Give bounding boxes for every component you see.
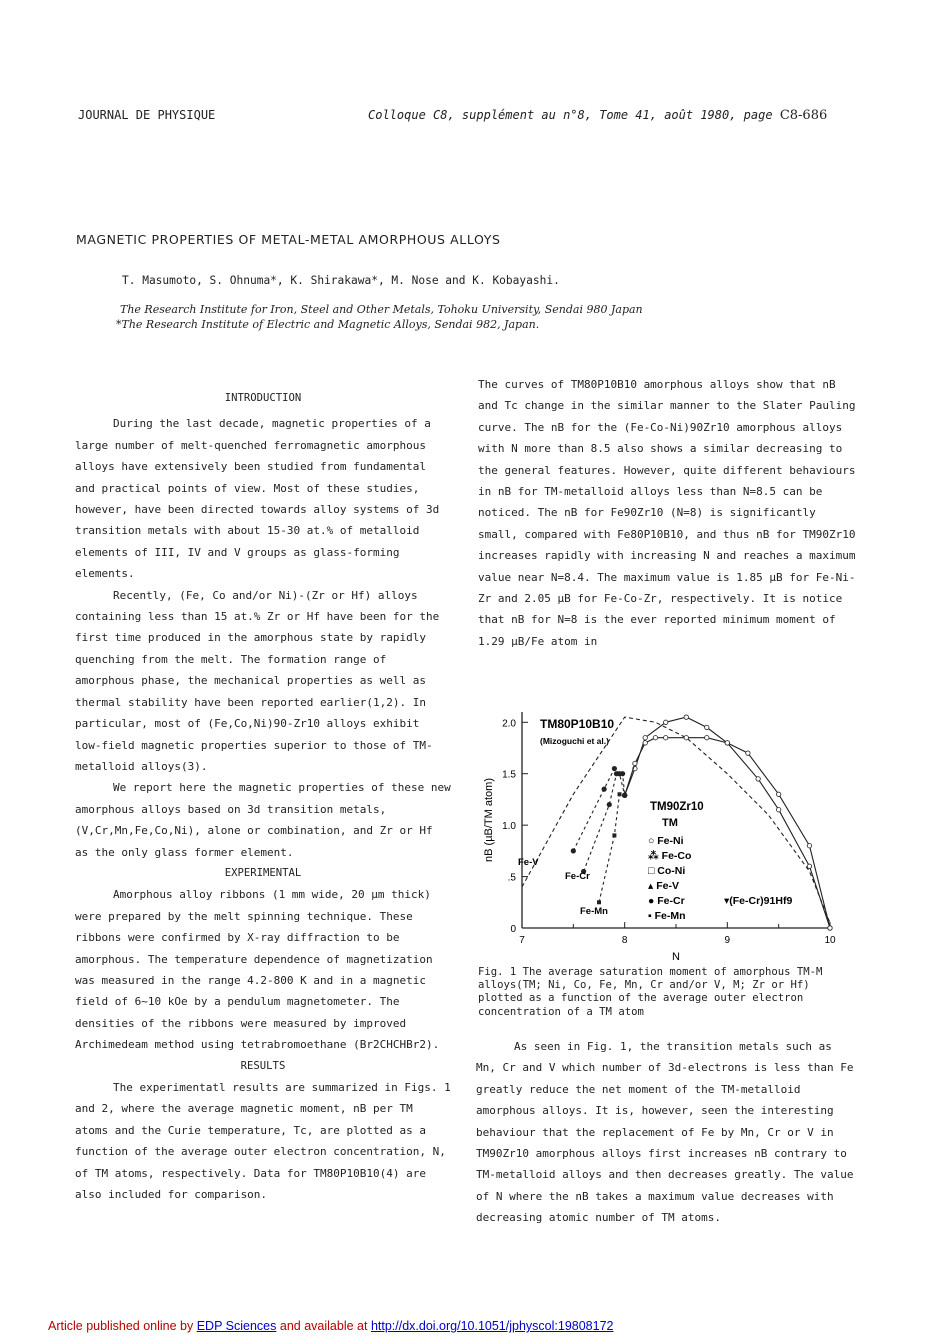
figure-1-chart xyxy=(478,702,858,964)
affiliation-1: The Research Institute for Iron, Steel and Other Metals, Tohoku University, Sendai 980 Japan xyxy=(120,303,643,316)
data-point-fe-ni xyxy=(664,736,668,740)
data-point-fe-ni xyxy=(705,736,709,740)
page-number: C8-686 xyxy=(779,108,828,123)
results-paragraph: The experimentatl results are summarized in Figs. 1 and 2, where the average magnetic moment, nB per TM atoms and the Curie temperature, Tc, are plotted as a function of the average outer electron concentration, N, of TM atoms, respectively. Data for TM80P10B10(4) are also included for comparison. xyxy=(75,1081,451,1202)
colloque-text: Colloque C8, supplément au n°8, Tome 41, août 1980, page xyxy=(368,108,773,122)
label-tm80p10b10: TM80P10B10 xyxy=(540,717,615,731)
y-tick-label: .5 xyxy=(507,872,516,884)
label-fe-v: Fe-V xyxy=(518,857,539,868)
data-point-fe-ni xyxy=(633,761,637,765)
data-point-fe-ni xyxy=(653,736,657,740)
x-tick-label: 7 xyxy=(519,935,525,946)
legend-co-ni: □ Co-Ni xyxy=(648,865,686,877)
legend-fe-ni: ○ Fe-Ni xyxy=(648,835,684,847)
data-point-fe-mn xyxy=(612,833,616,837)
intro-paragraph-3: We report here the magnetic properties of these new amorphous alloys based on 3d transition metals, (V,Cr,Mn,Fe,Co,Ni), alone or combination, and Zr or Hf as the only glass former element. xyxy=(75,781,451,859)
data-point-fe-v xyxy=(612,766,616,770)
discussion-paragraph-1: The curves of TM80P10B10 amorphous alloys show that nB and Tc change in the similar manner to the Slater Pauling curve. The nB for the (Fe-Co-Ni)90Zr10 amorphous alloys with N more than 8.5 also shows a similar decreasing to the general features. However, quite different behaviours in nB for TM-metalloid alloys less than N=8.5 can be noticed. The nB for Fe90Zr10 (N=8) is significantly small, compared with Fe80P10B10, and thus nB for TM90Zr10 increases rapidly with increasing N and reaches a maximum value near N=8.4. The maximum value is 1.85 µB for Fe-Ni-Zr and 2.05 µB for Fe-Co-Zr, respectively. It is notice that nB for N=8 is the ever reported minimum moment of 1.29 µB/Fe atom in xyxy=(478,378,856,648)
y-tick-label: 1.0 xyxy=(502,821,516,833)
figure-1-caption: Fig. 1 The average saturation moment of amorphous TM-M alloys(TM; Ni, Co, Fe, Mn, Cr and/or V, M; Zr or Hf) plotted as a function of the average outer electron concentration of a TM atom xyxy=(478,966,823,1018)
experimental-paragraph: Amorphous alloy ribbons (1 mm wide, 20 µm thick) were prepared by the melt spinning technique. These ribbons were confirmed by X-ray diffraction to be amorphous. The temperature dependence of magnetization was measured in the range 4.2-800 K and in a magnetic field of 6~10 kOe by a pendulum magnetometer. The densities of the ribbons were measured by improved Archimedeam method using tetrabromoethane (Br2CHCHBr2). xyxy=(75,888,440,1052)
legend-fe-mn: ▪ Fe-Mn xyxy=(648,910,686,922)
legend-fe-v: ▴ Fe-V xyxy=(648,880,679,892)
y-tick-label: 0 xyxy=(510,924,516,935)
data-point-fe-ni xyxy=(725,741,729,745)
data-point-fe-ni xyxy=(746,751,750,755)
label-fecr-hf: ▾(Fe-Cr)91Hf9 xyxy=(724,895,793,907)
label-tm: TM xyxy=(662,817,678,829)
data-point-fe-cr xyxy=(620,772,624,776)
right-column-bottom xyxy=(476,1036,856,1229)
data-point-fe-co xyxy=(756,777,760,781)
data-point-fe-ni xyxy=(776,792,780,796)
chart-legend xyxy=(648,835,691,922)
experimental-heading: EXPERIMENTAL xyxy=(224,866,302,879)
y-axis-label: nB (µB/TM atom) xyxy=(483,778,495,862)
data-point-fe-co xyxy=(664,720,668,724)
affiliation-2: *The Research Institute of Electric and Magnetic Alloys, Sendai 982, Japan. xyxy=(116,318,540,331)
series-line-fe-v xyxy=(573,769,624,851)
data-point-fe-ni xyxy=(828,926,832,930)
intro-paragraph-1: During the last decade, magnetic properties of a large number of melt-quenched ferromagnetic amorphous alloys have extensively been studied from fundamental and practical points of view. Most of these studies, however, have been directed towards alloy systems of 3d transition metals with about 15-30 at.% of metalloid elements of III, IV and V groups as glass-forming elements. xyxy=(75,417,440,581)
x-tick-label: 10 xyxy=(824,935,836,946)
x-tick-label: 9 xyxy=(724,935,731,946)
label-fe-mn: Fe-Mn xyxy=(580,906,608,917)
legend-fe-cr: ● Fe-Cr xyxy=(648,895,685,907)
x-tick-label: 8 xyxy=(621,935,628,946)
data-point-fe-cr xyxy=(614,772,618,776)
data-point-fe-co xyxy=(776,808,780,812)
data-point-fe-ni xyxy=(643,741,647,745)
data-point-fe-ni xyxy=(807,844,811,848)
edp-sciences-link[interactable]: EDP Sciences xyxy=(196,1319,277,1333)
data-point-fe-co xyxy=(807,864,811,868)
footer xyxy=(48,1319,613,1333)
intro-paragraph-2: Recently, (Fe, Co and/or Ni)-(Zr or Hf) alloys containing less than 15 at.% Zr or Hf have been for the first time produced in the amorphous state by rapidly quenching from the melt. The formation range of amorphous phase, the mechanical properties as well as thermal stability have been reported earlier(1,2). In particular, most of (Fe,Co,Ni)90-Zr10 alloys exhibit low-field magnetic properties superior to those of TM-metalloid alloys(3). xyxy=(75,588,440,773)
left-column xyxy=(75,388,451,1205)
label-mizoguchi: (Mizoguchi et al.) xyxy=(540,736,609,746)
data-point-fe-mn xyxy=(618,792,622,796)
results-heading: RESULTS xyxy=(240,1059,286,1072)
footer-mid: and available at xyxy=(279,1319,368,1333)
doi-link[interactable]: http://dx.doi.org/10.1051/jphyscol:19808172 xyxy=(370,1319,614,1333)
paper-title: MAGNETIC PROPERTIES OF METAL-METAL AMORPHOUS ALLOYS xyxy=(76,232,501,247)
data-point-fe-co xyxy=(684,715,688,719)
data-point-fe-mn xyxy=(597,900,601,904)
data-point-fe-v xyxy=(602,787,606,791)
journal-name: JOURNAL DE PHYSIQUE xyxy=(78,108,216,122)
data-point-fe-co xyxy=(643,736,647,740)
footer-prefix: Article published online by xyxy=(48,1319,194,1333)
introduction-heading: INTRODUCTION xyxy=(224,392,302,404)
label-tm90zr10: TM90Zr10 xyxy=(650,801,704,813)
x-axis-label: N xyxy=(672,951,680,963)
label-fe-cr: Fe-Cr xyxy=(565,871,590,882)
y-tick-label: 2.0 xyxy=(502,718,516,730)
authors: T. Masumoto, S. Ohnuma*, K. Shirakawa*, M. Nose and K. Kobayashi. xyxy=(122,274,560,287)
data-point-fe-co xyxy=(705,725,709,729)
legend-fe-co: ⁂ Fe-Co xyxy=(648,850,692,862)
data-point-fe-mn xyxy=(623,793,627,797)
right-column-top xyxy=(478,374,856,652)
data-point-fe-ni xyxy=(684,736,688,740)
journal-colloque xyxy=(368,108,827,123)
data-point-fe-v xyxy=(571,849,575,853)
y-tick-label: 1.5 xyxy=(502,769,516,781)
series-line-fe-mn xyxy=(599,794,625,902)
data-point-fe-cr xyxy=(607,802,611,806)
discussion-paragraph-2: As seen in Fig. 1, the transition metals such as Mn, Cr and V which number of 3d-electrons is less than Fe greatly reduce the net moment of the TM-metalloid amorphous alloys. It is, however, seen the interesting behaviour that the replacement of Fe by Mn, Cr or V in TM90Zr10 amorphous alloys first increases nB contrary to TM-metalloid alloys and then decreases greatly. The value of N where the nB takes a maximum value decreases with decreasing atomic number of TM atoms. xyxy=(476,1040,854,1225)
